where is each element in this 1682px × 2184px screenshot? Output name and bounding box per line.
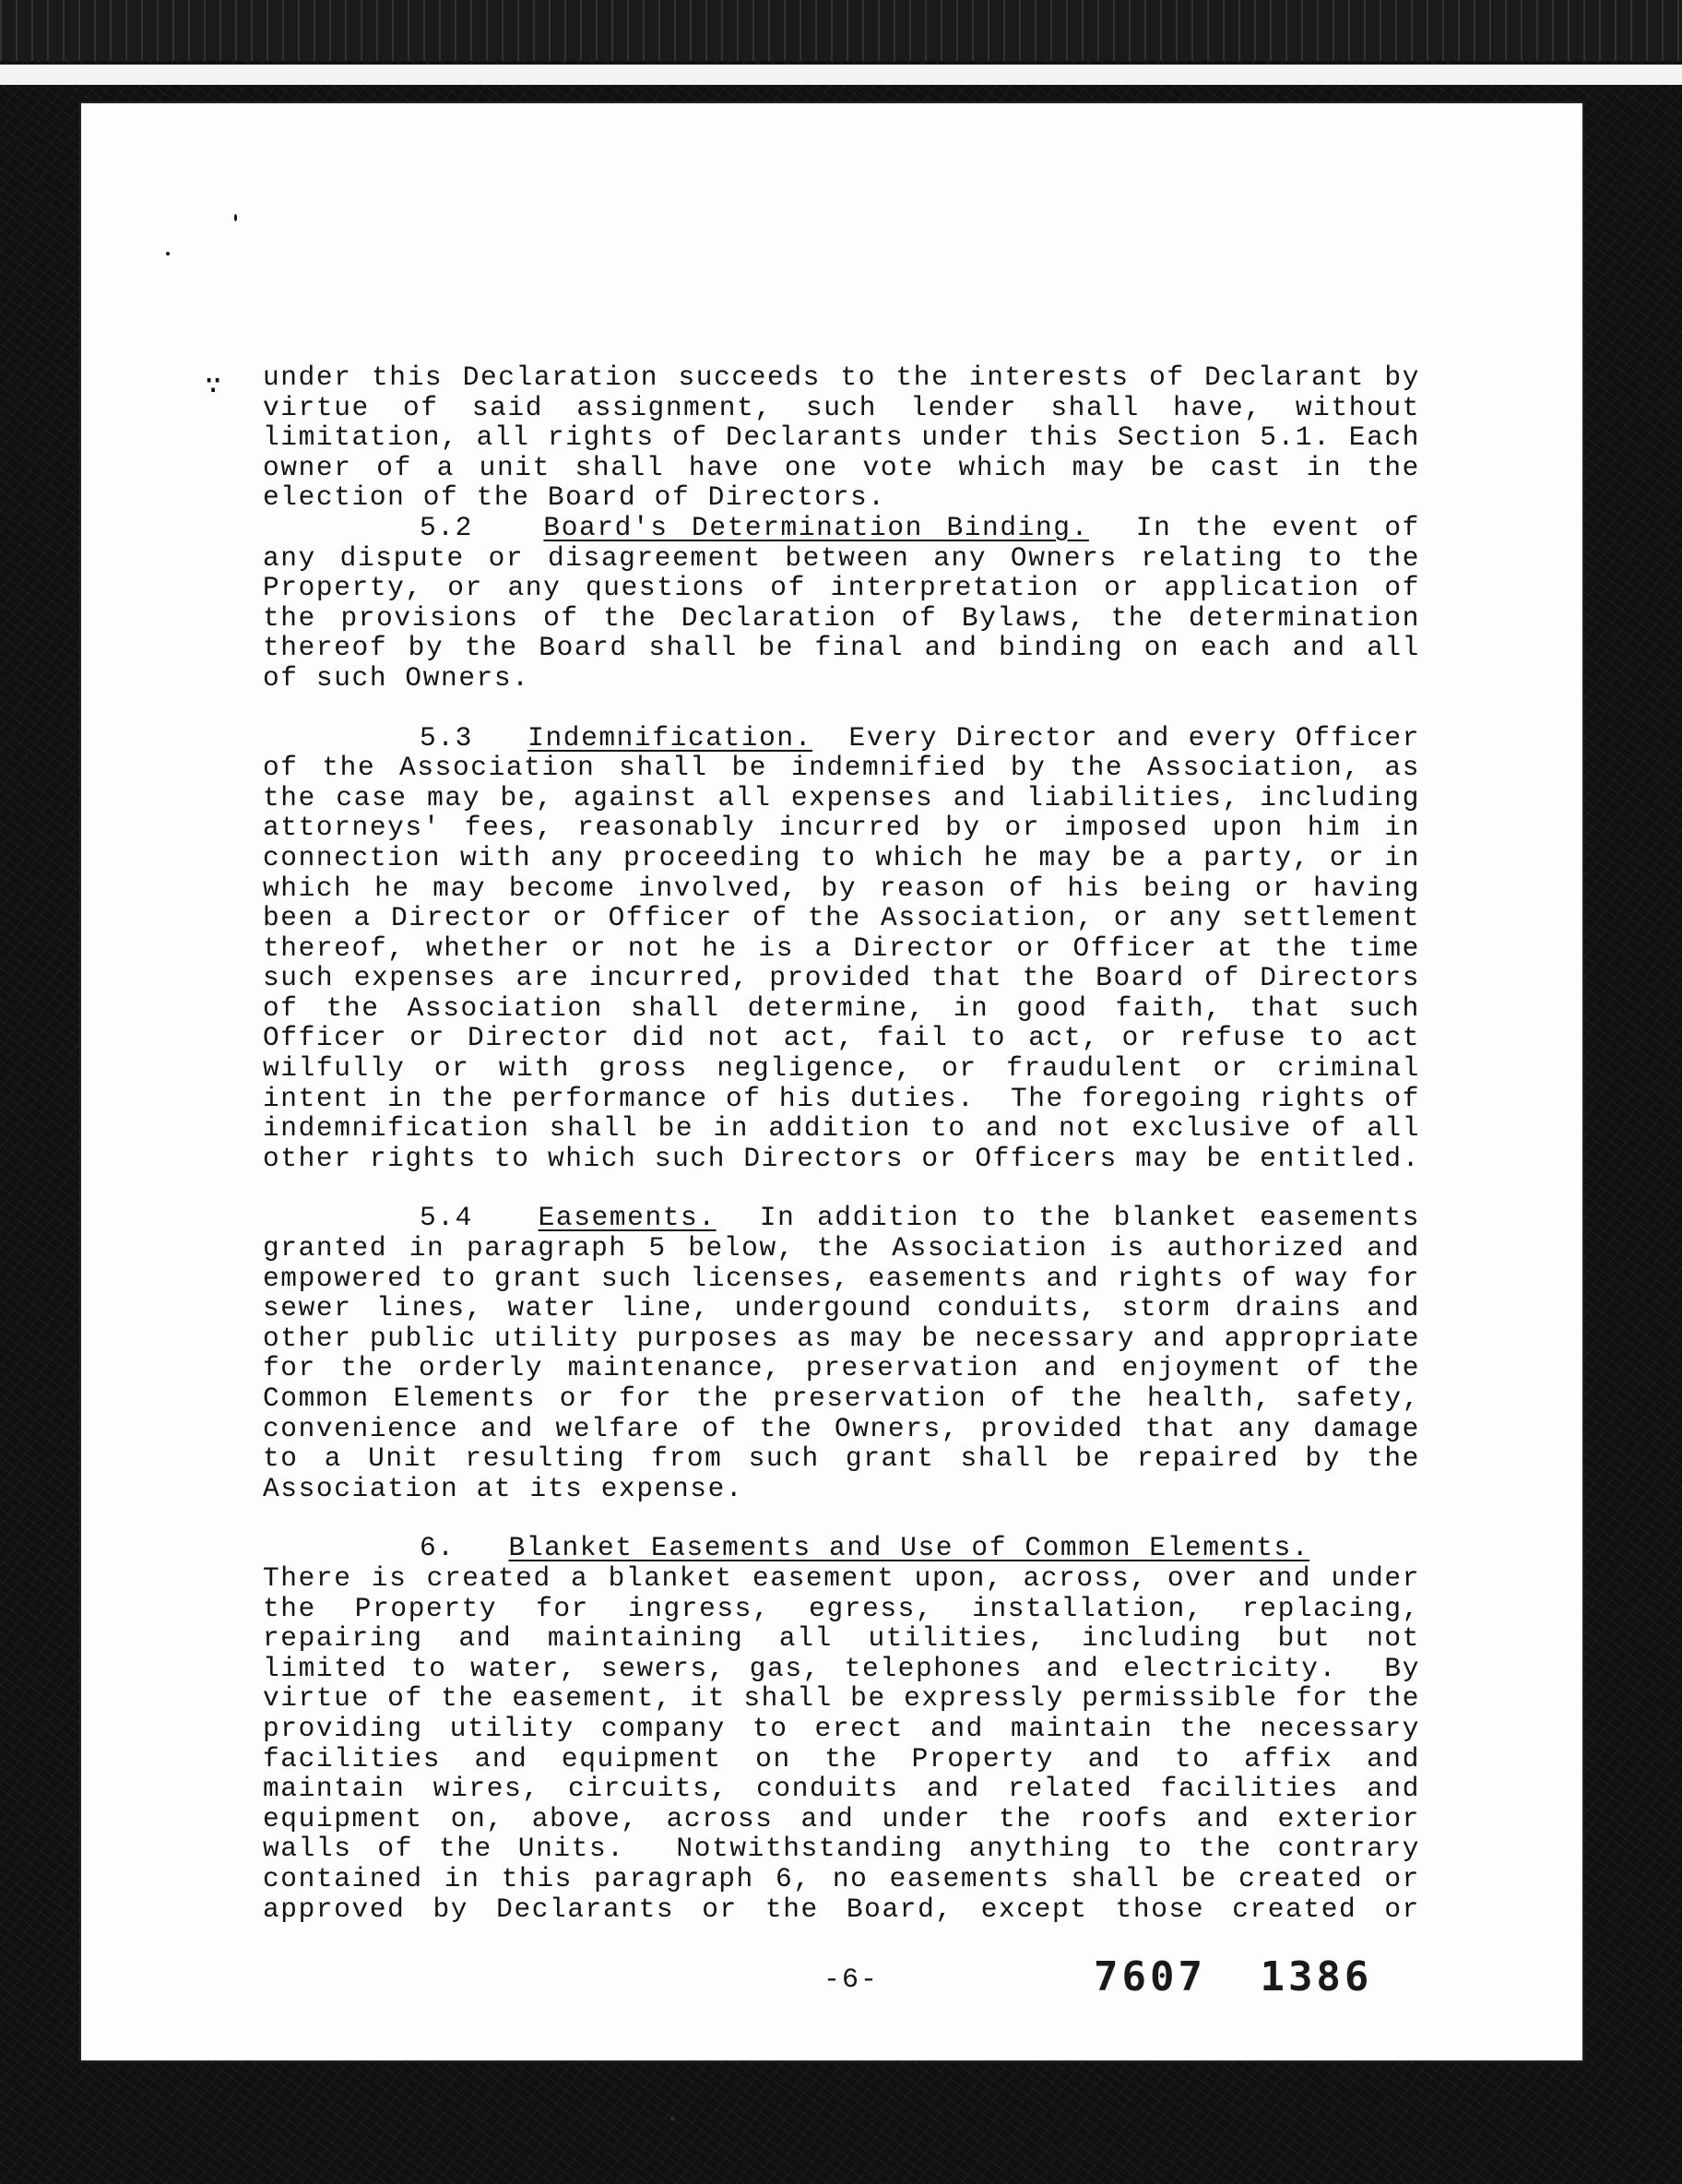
section-heading-line (263, 513, 1420, 543)
text-line: for the orderly maintenance, preservation and enjoyment of the (263, 1352, 1420, 1384)
text-line: Association at its expense. (263, 1472, 744, 1504)
text-line: granted in paragraph 5 below, the Association is authorized and (263, 1232, 1420, 1264)
text-line: any dispute or disagreement between any Owners relating to the (263, 541, 1420, 574)
text-line: indemnification shall be in addition to and not exclusive of all (263, 1112, 1420, 1145)
text-line: thereof, whether or not he is a Director or Officer at the time (263, 932, 1420, 964)
text-line: convenience and welfare of the Owners, provided that any damage (263, 1412, 1420, 1444)
text-line: Every Director and every Officer (848, 721, 1420, 754)
text-line: walls of the Units. Notwithstanding anything to the contrary (263, 1833, 1420, 1865)
section-heading: Board's Determination Binding. (543, 511, 1089, 543)
text-line: maintain wires, circuits, conduits and related facilities and (263, 1773, 1420, 1805)
text-line: other public utility purposes as may be necessary and appropriate (263, 1322, 1420, 1354)
text-line: the case may be, against all expenses and liabilities, including (263, 781, 1420, 813)
text-line: of the Association shall determine, in good faith, that such (263, 991, 1420, 1024)
section-5-3 (263, 723, 1420, 1174)
text-line: Officer or Director did not act, fail to act, or refuse to act (263, 1022, 1420, 1054)
text-line: under this Declaration succeeds to the interests of Declarant by (263, 362, 1420, 393)
scan-top-rule (0, 65, 1682, 85)
text-line: owner of a unit shall have one vote which may be cast in the (263, 451, 1420, 483)
section-number: 6. (420, 1532, 456, 1564)
section-heading: Blanket Easements and Use of Common Elements. (508, 1532, 1310, 1564)
text-line: contained in this paragraph 6, no easements shall be created or (263, 1862, 1420, 1894)
text-line: empowered to grant such licenses, easements and rights of way for (263, 1262, 1420, 1294)
text-line: been a Director or Officer of the Association, or any settlement (263, 902, 1420, 934)
text-line: such expenses are incurred, provided that the Board of Directors (263, 962, 1420, 994)
text-line: limited to water, sewers, gas, telephones and electricity. By (263, 1652, 1420, 1684)
text-line: virtue of the easement, it shall be expressly permissible for the (263, 1682, 1420, 1715)
text-line: virtue of said assignment, such lender shall have, without (263, 391, 1420, 423)
text-line: Property, or any questions of interpretation or application of (263, 572, 1420, 604)
text-line: other rights to which such Directors or Officers may be entitled. (263, 1142, 1420, 1174)
text-line: approved by Declarants or the Board, except those created or (263, 1893, 1420, 1925)
section-heading: Indemnification. (527, 721, 813, 754)
text-line: Common Elements or for the preservation of the health, safety, (263, 1383, 1420, 1414)
text-line: connection with any proceeding to which he may be a party, or in (263, 841, 1420, 873)
text-line: repairing and maintaining all utilities, including but not (263, 1622, 1420, 1655)
scan-top-band (0, 0, 1682, 61)
section-heading-line (263, 1203, 1420, 1233)
page-number: -6- (823, 1964, 880, 1996)
margin-mark: ∵ (205, 372, 222, 403)
recording-stamp: 7607 1386 (1094, 1953, 1373, 2000)
text-line: attorneys' fees, reasonably incurred by or imposed upon him in (263, 812, 1420, 844)
text-line: sewer lines, water line, undergound conduits, storm drains and (263, 1292, 1420, 1324)
text-line: of such Owners. (263, 661, 530, 694)
text-line: In the event of (1135, 511, 1420, 543)
section-number: 5.2 (420, 511, 473, 543)
text-line: which he may become involved, by reason of his being or having (263, 872, 1420, 904)
text-line: equipment on, above, across and under the roofs and exterior (263, 1802, 1420, 1834)
section-heading: Easements. (538, 1202, 717, 1234)
text-line: limitation, all rights of Declarants under this Section 5.1. Each (263, 421, 1420, 454)
text-line: the provisions of the Declaration of Bylaws, the determination (263, 601, 1420, 634)
text-line: In addition to the blanket easements (759, 1202, 1421, 1234)
section-number: 5.4 (420, 1202, 473, 1234)
scan-speck (166, 252, 170, 255)
section-5-4 (263, 1203, 1420, 1503)
text-line: the Property for ingress, egress, installation, replacing, (263, 1592, 1420, 1624)
section-heading-line (263, 723, 1420, 754)
section-5-2 (263, 513, 1420, 694)
scan-speck (234, 214, 237, 221)
text-line: There is created a blanket easement upon, across, over and under (263, 1561, 1420, 1594)
section-heading-line (263, 1533, 1420, 1563)
document-body (263, 362, 1420, 1924)
text-line: providing utility company to erect and maintain the necessary (263, 1712, 1420, 1744)
text-line: election of the Board of Directors. (263, 481, 886, 514)
section-6 (263, 1533, 1420, 1924)
text-line: thereof by the Board shall be final and binding on each and all (263, 632, 1420, 664)
text-line: wilfully or with gross negligence, or fraudulent or criminal (263, 1052, 1420, 1085)
text-line: to a Unit resulting from such grant shall be repaired by the (263, 1442, 1420, 1475)
continuation-paragraph (263, 362, 1420, 513)
text-line: of the Association shall be indemnified by the Association, as (263, 752, 1420, 784)
text-line: intent in the performance of his duties. The foregoing rights of (263, 1082, 1420, 1114)
section-number: 5.3 (420, 721, 473, 754)
text-line: facilities and equipment on the Property and to affix and (263, 1742, 1420, 1774)
